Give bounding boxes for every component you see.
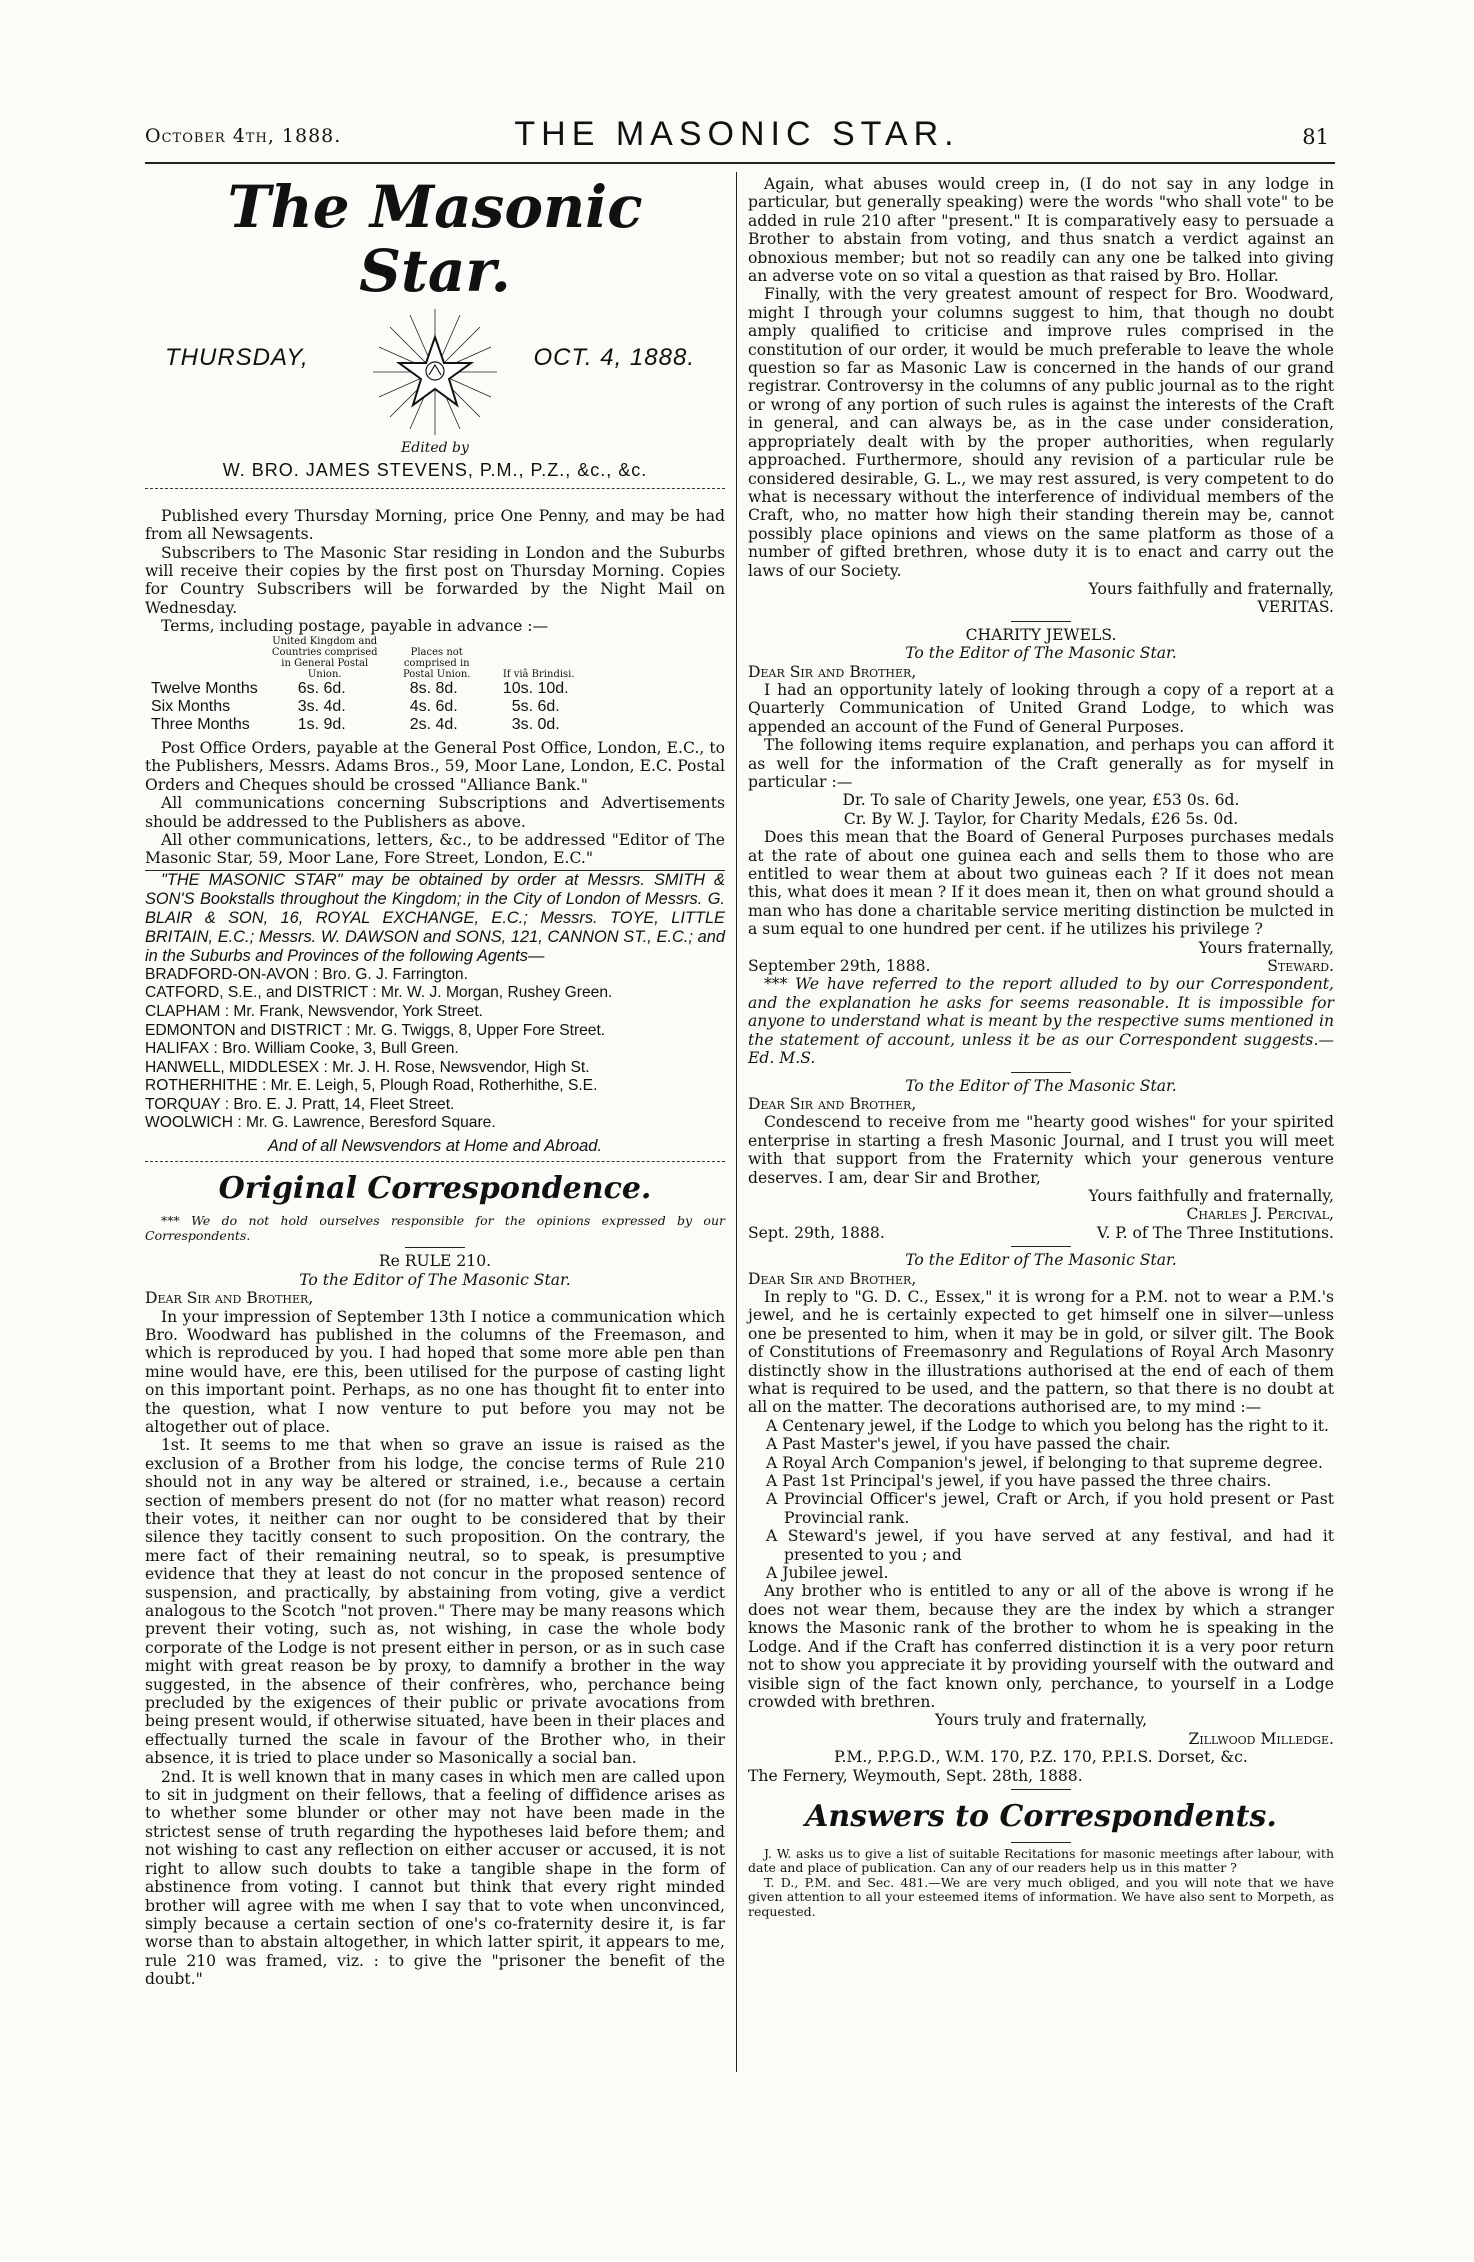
account-credit: Cr. By W. J. Taylor, for Charity Medals, £26 5s. 0d. (843, 809, 1239, 828)
rates-row (151, 716, 590, 734)
jewels-list (748, 1417, 1334, 1583)
rate-value: 10s. 10d. (502, 679, 569, 697)
rates-row (151, 698, 590, 716)
letter-addressee: To the Editor of The Masonic Star. (299, 1270, 571, 1289)
jewel-item: A Jubilee jewel. (766, 1564, 889, 1583)
letter-footer (748, 1224, 1334, 1242)
jewel-item: A Royal Arch Companion's jewel, if belonging to that supreme degree. (766, 1453, 1323, 1472)
letter-signature: VERITAS. (1257, 598, 1334, 617)
rate-value: 6s. 6d. (297, 679, 346, 697)
post-office-notice: Post Office Orders, payable at the General Post Office, London, E.C., to the Publishers, Messrs. Adams Bros., 59, Moor Lane, London, E.C. Postal Orders and Cheques should be crossed "Alliance Bank." (145, 738, 725, 794)
letter-closing: Yours fraternally, (1198, 938, 1334, 957)
masthead-date: OCT. 4, 1888. (533, 344, 695, 371)
letter-signature: Charles J. Percival, (1186, 1205, 1334, 1224)
rates-col-header: If viâ Brindisi. (502, 668, 575, 680)
charity-heading: CHARITY JEWELS. (965, 625, 1117, 644)
communications-notice: All communications concerning Subscriptions and Advertisements should be addressed to the Publishers as above. (145, 794, 725, 831)
jewel-item: A Provincial Officer's jewel, Craft or Arch, if you hold present or Past Provincial rank. (766, 1490, 1334, 1527)
letter-paragraph: 1st. It seems to me that when so grave an issue is raised as the exclusion of a Brother from his lodge, the concise terms of Rule 210 should not in any way be altered or strained, i.e., because a certain section of members present do not (for no matter what reason) record their votes, it neither can nor ought to be considered that by their silence they tacitly consent to such proposition. On the contrary, the mere fact of their remaining neutral, so to speak, is presumptive evidence that they at least do not concur in the proposed sentence of suspension, and practically, by abstaining from voting, give a verdict analogous to the Scotch "not proven." There may be many reasons which prevent their voting, such as, not wishing, in case the whole body corporate of the Lodge is not present either in person, or as in such case might with great reason be by proxy, to damnify a brother in the way suggested, in the absence of their confrères, who, perchance being precluded by the exigences of their public or private avocations from being present would, if otherwise situated, have been in their places and effectually turned the scale in favour of the Brother who, in their absence, it is tried to place under so Masonically a social ban. (145, 1436, 725, 1768)
masthead-row (145, 307, 725, 437)
rate-period: Three Months (151, 716, 250, 734)
editor-address-notice: All other communications, letters, &c., to be addressed "Editor of The Masonic Star, 59, Moor Lane, Fore Street, London, E.C." (145, 831, 725, 871)
agent-entry: TORQUAY : Bro. E. J. Pratt, 14, Fleet Street. (145, 1095, 455, 1113)
letter-signature: Steward. (1267, 957, 1334, 976)
paper-title: THE MASONIC STAR. (514, 115, 960, 153)
agent-entry: ROTHERHITHE : Mr. E. Leigh, 5, Plough Road, Rotherhithe, S.E. (145, 1077, 598, 1095)
answers-heading: Answers to Correspondents. (805, 1798, 1277, 1834)
signatory-ranks: P.M., P.P.G.D., W.M. 170, P.Z. 170, P.P.I.S. Dorset, &c. (834, 1748, 1248, 1767)
rates-header-row (151, 636, 590, 680)
short-rule (1011, 1842, 1071, 1843)
page-number: 81 (1302, 125, 1329, 149)
letter-paragraph: In reply to "G. D. C., Essex," it is wrong for a P.M. not to wear a P.M.'s jewel, and he is certainly expected to get himself one in silver—unless one be presented to him, when it may be in gold, or silver gilt. The Book of Constitutions of Freemasonry and Regulations of Royal Arch Masonry distinctly show in the illustrations authorised at the end of each of them what is required to be used, and the pattern, so that there is no doubt at all on the matter. The decorations authorised are, to my mind :— (748, 1287, 1334, 1417)
masthead-day: THURSDAY, (165, 344, 309, 371)
rates-col-header: United Kingdom and Countries comprised in General Postal Union. (271, 635, 378, 680)
rate-value: 3s. 4d. (297, 698, 346, 716)
short-rule (1011, 621, 1071, 622)
rate-value: 3s. 0d. (511, 716, 560, 734)
right-column (748, 175, 1334, 1919)
rate-value: 4s. 6d. (409, 698, 458, 716)
letter-date: September 29th, 1888. (748, 957, 931, 976)
jewel-item: A Past 1st Principal's jewel, if you have passed the three chairs. (766, 1472, 1272, 1491)
rate-value: 2s. 4d. (409, 716, 458, 734)
agent-entry: WOOLWICH : Mr. G. Lawrence, Beresford Square. (145, 1114, 496, 1132)
letter-footer (748, 957, 1334, 975)
letter-paragraph: The following items require explanation, and perhaps you can afford it as well for the information of the Craft generally as for myself in particular :— (748, 736, 1334, 791)
letter-closing: Yours faithfully and fraternally, (1088, 1186, 1334, 1205)
letter-paragraph: Finally, with the very greatest amount of respect for Bro. Woodward, might I through your columns suggest to him, that though no doubt amply qualified to criticise and improve rules comprised in the constitution of our order, it would be much preferable to leave the whole question so far as Masonic Law is concerned in the hands of our grand registrar. Controversy in the columns of any public journal as to the right or wrong of any portion of such rules is against the interests of the Craft in general, and can always be, as in the case under consideration, appropriately dealt with by the proper authorities, when regularly approached. Furthermore, should any revision of a particular rule be considered desirable, G. L., we may rest assured, is very competent to do what is necessary without the interference of individual members of the Craft, who, no matter how high their standing therein may be, cannot possibly place opinions and views on the same platform as those of a number of gifted brethren, whose duty it is to enact and carry out the laws of our Society. (748, 285, 1334, 580)
subscription-rates-table (151, 636, 590, 735)
running-head (145, 115, 1329, 155)
header-rule (145, 162, 1335, 164)
letter-paragraph: I had an opportunity lately of looking through a copy of a report at a Quarterly Communication of United Grand Lodge, to which was appended an account of the Fund of General Purposes. (748, 680, 1334, 736)
rate-period: Six Months (151, 698, 231, 716)
agent-entry: BRADFORD-ON-AVON : Bro. G. J. Farrington. (145, 965, 468, 983)
edited-by: Edited by (401, 440, 469, 456)
rate-period: Twelve Months (151, 679, 258, 697)
correspondence-disclaimer: *** We do not hold ourselves responsible for the opinions expressed by our Correspondents. (145, 1213, 725, 1243)
rate-value: 8s. 8d. (409, 679, 458, 697)
letter-signature: Zillwood Milledge. (1188, 1729, 1334, 1748)
letter-paragraph: Again, what abuses would creep in, (I do not say in any lodge in particular, but generally speaking) were the words "who shall vote" to be added in rule 210 after "present." It is comparatively easy to persuade a Brother to abstain from voting, and thus snatch a verdict against an obnoxious member; but not so readily can any one be talked into giving an adverse vote on so vital a question as that raised by Bro. Hollar. (748, 175, 1334, 286)
terms-intro: Terms, including postage, payable in advance :— (161, 617, 549, 636)
agents-list (145, 966, 725, 1133)
column-rule (736, 172, 737, 2072)
editor-name: W. BRO. JAMES STEVENS, P.M., P.Z., &c., &c. (222, 460, 648, 481)
letter-addressee: To the Editor of The Masonic Star. (905, 1251, 1177, 1270)
answer-item: J. W. asks us to give a list of suitable Recitations for masonic meetings after labour, with date and place of publication. Can any of our readers help us in this matter ? (748, 1845, 1334, 1876)
masonic-star-emblem-icon (365, 307, 505, 437)
letter-paragraph: Condescend to receive from me "hearty good wishes" for your spirited enterprise in starting a fresh Masonic Journal, and I trust you will meet with that support from the Fraternity which your generous venture deserves. I am, dear Sir and Brother, (748, 1113, 1334, 1187)
agent-entry: HALIFAX : Bro. William Cooke, 3, Bull Green. (145, 1040, 459, 1058)
letter-paragraph: In your impression of September 13th I notice a communication which Bro. Woodward has published in the columns of the Freemason, and which is reproduced by you. I had hoped that some more able pen than mine would have, ere this, been utilised for the purpose of casting light on this important point. Perhaps, as no one has thought fit to enter into the question, what I now venture to put before you may not be altogether out of place. (145, 1307, 725, 1436)
letter-subject: Re RULE 210. (378, 1252, 492, 1271)
jewel-item: A Centenary jewel, if the Lodge to which you belong has the right to it. (766, 1416, 1329, 1435)
agent-entry: EDMONTON and DISTRICT : Mr. G. Twiggs, 8, Upper Fore Street. (145, 1021, 606, 1039)
letter-salutation: Dear Sir and Brother, (145, 1289, 314, 1308)
publication-notice: Published every Thursday Morning, price One Penny, and may be had from all Newsagents. (145, 506, 725, 544)
jewel-item: A Past Master's jewel, if you have passed the chair. (766, 1435, 1171, 1454)
agent-entry: CATFORD, S.E., and DISTRICT : Mr. W. J. Morgan, Rushey Green. (145, 984, 613, 1002)
masthead-divider (145, 488, 725, 489)
letter-paragraph: Any brother who is entitled to any or all of the above is wrong if he does not wear them, because they are the index by which a stranger knows the Masonic rank of the brother to whom he is speaking in the Lodge. And if the Craft has conferred distinction it is a very poor return not to show you appreciate it by providing yourself with the outward and visible sign of the fact known only, perchance, to yourself in a Lodge crowded with brethren. (748, 1582, 1334, 1711)
signatory-title: V. P. of The Three Institutions. (1096, 1223, 1334, 1242)
subscriber-notice: Subscribers to The Masonic Star residing in London and the Suburbs will receive their copies by the first post on Thursday Morning. Copies for Country Subscribers will be forwarded by the Night Mail on Wednesday. (145, 543, 725, 617)
short-rule (1011, 1072, 1071, 1073)
short-rule (1011, 1789, 1071, 1790)
letter-salutation: Dear Sir and Brother, (748, 662, 917, 681)
agent-entry: HANWELL, MIDDLESEX : Mr. J. H. Rose, Newsvendor, High St. (145, 1058, 590, 1076)
jewel-item: A Steward's jewel, if you have served at any festival, and had it presented to you ; and (766, 1527, 1334, 1564)
agents-notice: "THE MASONIC STAR" may be obtained by order at Messrs. SMITH & SON'S Bookstalls throughout the Kingdom; in the City of London of Messrs. G. BLAIR & SON, 16, ROYAL EXCHANGE, E.C.; Messrs. TOYE, LITTLE BRITAIN, E.C.; Messrs. W. DAWSON and SONS, 121, CANNON ST., E.C.; and in the Suburbs and Provinces of the following Agents— (145, 870, 725, 965)
correspondence-heading: Original Correspondence. (218, 1171, 652, 1207)
editor-note: *** We have referred to the report alluded to by our Correspondent, and the explanation he asks for seems reasonable. It is impossible for anyone to understand what is meant by the respective sums mentioned in the statement of account, unless it be as our Correspondent suggests.—Ed. M.S. (748, 975, 1334, 1068)
letter-paragraph: Does this mean that the Board of General Purposes purchases medals at the rate of about one guinea each and sells them to those who are entitled to wear them at about two guineas each ? If it does not mean this, what does it mean ? If it does mean it, then on what ground should a man who has done a charitable service meriting distinction be mulcted in a sum equal to one hundred per cent. if he utilizes his privilege ? (748, 828, 1334, 939)
letter-salutation: Dear Sir and Brother, (748, 1269, 917, 1288)
short-rule (405, 1247, 465, 1248)
letter-paragraph: 2nd. It is well known that in many cases in which men are called upon to sit in judgment on their fellows, that a feeling of diffidence arises as to whether some blunder or other may not have been made in the strictest sense of truth regarding the hypotheses laid before them; and not wishing to cast any reflection on either accuser or accused, it is not right to allow such doubts to take a tangible shape in the form of abstinence from voting. I cannot but think that every right minded brother will agree with me when I say that to vote when unconvinced, simply because a certain section of one's co-fraternity desire it, is far worse than to abstain altogether, in which latter spirit, it appears to me, rule 210 was framed, viz. : to give the "prisoner the benefit of the doubt." (145, 1767, 725, 1989)
agents-footer: And of all Newsvendors at Home and Abroad. (267, 1137, 603, 1156)
issue-date: October 4th, 1888. (145, 125, 342, 147)
short-rule (1011, 1246, 1071, 1247)
agent-entry: CLAPHAM : Mr. Frank, Newsvendor, York Street. (145, 1002, 483, 1020)
letter-addressee: To the Editor of The Masonic Star. (905, 1076, 1177, 1095)
letter-address: The Fernery, Weymouth, Sept. 28th, 1888. (748, 1766, 1083, 1785)
letter-date: Sept. 29th, 1888. (748, 1223, 885, 1242)
rate-value: 1s. 9d. (297, 716, 346, 734)
left-column (145, 175, 725, 1989)
section-divider (145, 1161, 725, 1162)
rate-value: 5s. 6d. (511, 698, 560, 716)
letter-salutation: Dear Sir and Brother, (748, 1094, 917, 1113)
letter-addressee: To the Editor of The Masonic Star. (905, 644, 1177, 663)
rates-col-header: Places not comprised in Postal Union. (402, 646, 471, 680)
account-debit: Dr. To sale of Charity Jewels, one year, £53 0s. 6d. (842, 791, 1240, 810)
letter-closing: Yours faithfully and fraternally, (1088, 579, 1334, 598)
masthead-title: The Masonic Star. (227, 173, 643, 305)
letter-closing: Yours truly and fraternally, (934, 1711, 1148, 1730)
rates-row (151, 680, 590, 698)
answer-item: T. D., P.M. and Sec. 481.—We are very much obliged, and you will note that we have given attention to all your esteemed items of information. We have also sent to Morpeth, as requested. (748, 1874, 1334, 1919)
